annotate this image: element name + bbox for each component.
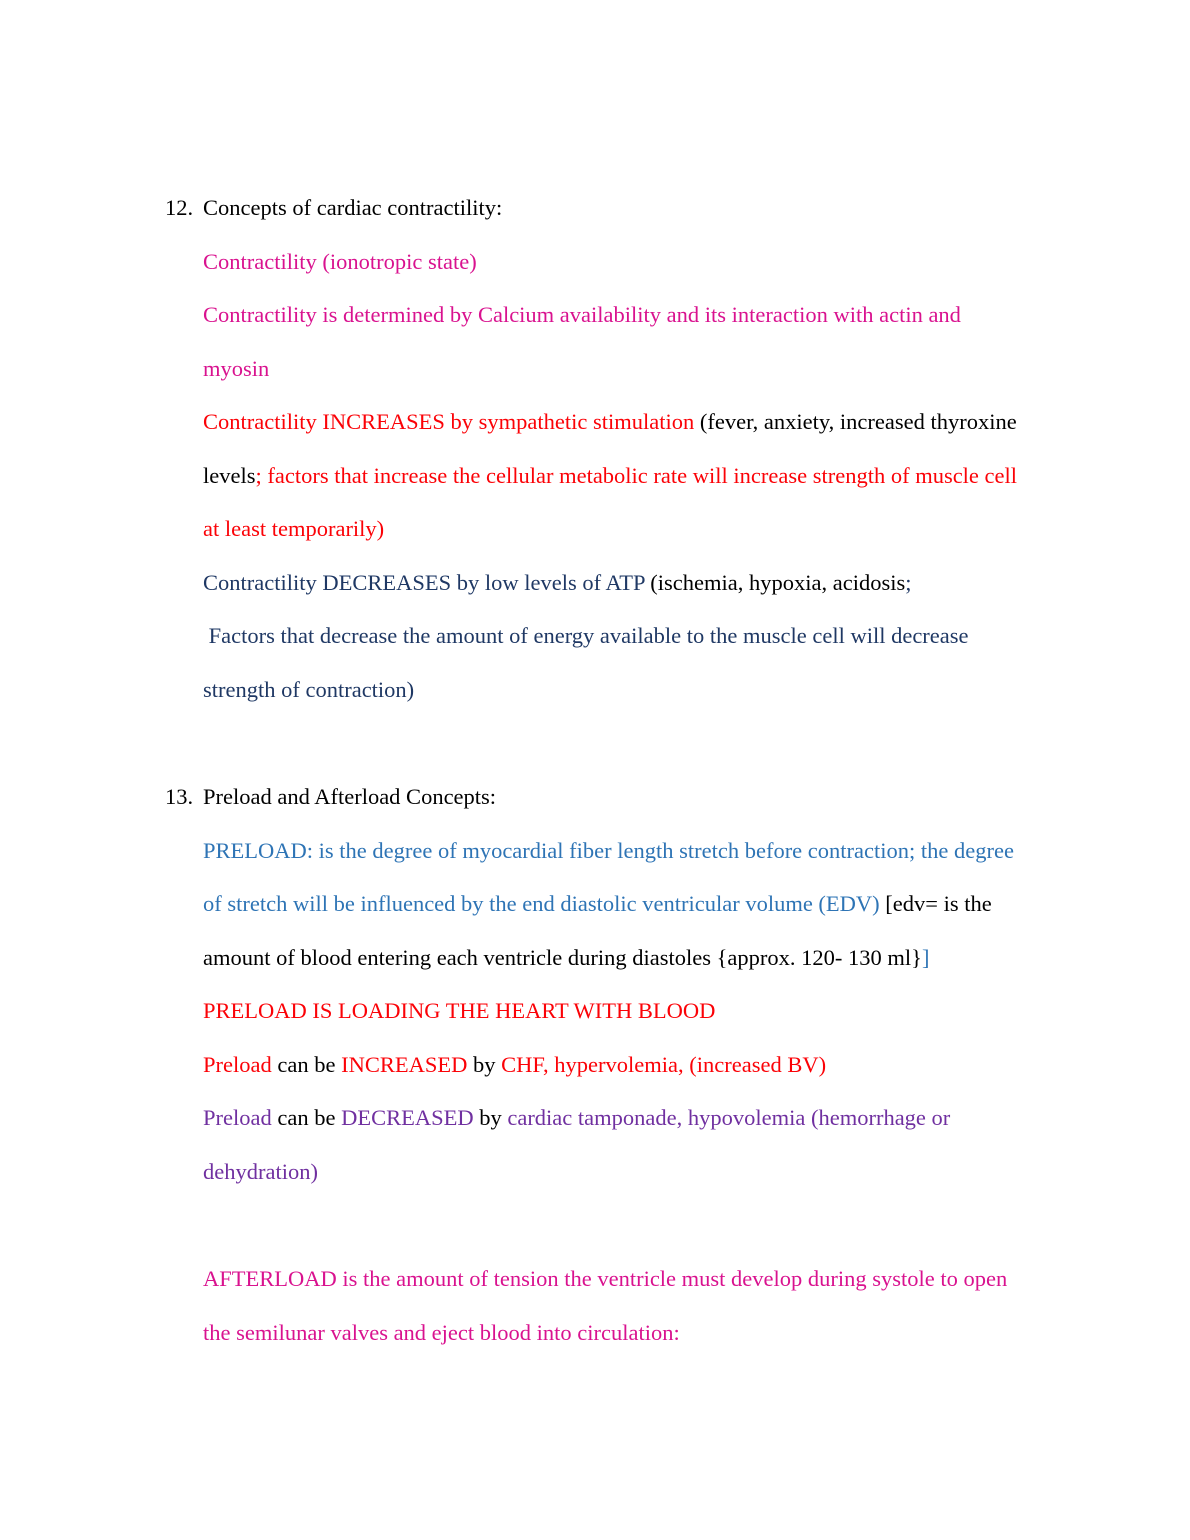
text-run: INCREASED: [341, 1051, 468, 1077]
list-number: 13.: [165, 784, 194, 809]
text-run: at least temporarily): [203, 516, 385, 541]
text-run: amount of blood entering each ventricle during diastoles {approx. 120- 130 ml}: [203, 944, 922, 970]
text-line: [165, 181, 1060, 235]
text-line: [203, 1252, 1060, 1306]
text-run: Preload and Afterload Concepts:: [203, 784, 497, 809]
text-run: PRELOAD IS LOADING THE HEART WITH BLOOD: [203, 998, 716, 1023]
text-run: by: [473, 1105, 508, 1130]
text-run: strength of contraction): [203, 676, 415, 702]
text-run: Preload: [203, 1105, 272, 1130]
text-line: [203, 931, 1060, 985]
text-line: [203, 502, 1060, 556]
text-run: can be: [271, 1105, 342, 1130]
text-line: [203, 288, 1060, 342]
text-line: [203, 235, 1060, 289]
text-run: [edv= is the: [885, 891, 992, 916]
text-run: PRELOAD: is the degree of myocardial fiber length stretch before contraction; the degree: [203, 837, 1014, 863]
text-line: [203, 984, 1060, 1038]
text-run: AFTERLOAD is the amount of tension the ventricle must develop during systole to open: [203, 1266, 1008, 1291]
text-run: levels: [203, 462, 256, 488]
text-line: [203, 342, 1060, 396]
text-run: Contractility (ionotropic state): [203, 248, 477, 274]
text-line: [203, 1038, 1060, 1092]
text-run: myosin: [203, 355, 270, 381]
text-run: Factors that decrease the amount of energy available to the muscle cell will decrease: [203, 623, 969, 648]
text-run: ]: [921, 944, 930, 970]
text-run: Concepts of cardiac contractility:: [203, 195, 503, 220]
text-run: (ischemia, hypoxia, acidosis: [650, 569, 906, 595]
text-run: CHF, hypervolemia, (increased BV): [501, 1051, 827, 1077]
text-run: cardiac tamponade, hypovolemia (hemorrhage or: [507, 1105, 951, 1130]
document-body: [165, 181, 1060, 1359]
text-line: [203, 1145, 1060, 1199]
text-line: [203, 1091, 1060, 1145]
text-run: DECREASED: [341, 1105, 474, 1130]
text-run: by: [467, 1051, 502, 1077]
text-line: [203, 556, 1060, 610]
text-line: [165, 770, 1060, 824]
text-run: Contractility is determined by Calcium availability and its interaction with actin and: [203, 302, 961, 327]
text-line: [203, 1306, 1060, 1360]
text-run: (fever, anxiety, increased thyroxine: [699, 409, 1017, 434]
text-run: can be: [271, 1051, 342, 1077]
text-line: [203, 663, 1060, 717]
text-run: Contractility INCREASES by sympathetic stimulation: [203, 409, 700, 434]
text-run: dehydration): [203, 1158, 318, 1184]
text-run: Preload: [203, 1051, 272, 1077]
text-line: [203, 609, 1060, 663]
text-line: [203, 877, 1060, 931]
text-run: ; factors that increase the cellular metabolic rate will increase strength of muscle cell: [255, 462, 1018, 488]
text-line: [203, 449, 1060, 503]
list-number: 12.: [165, 195, 194, 220]
text-line: [203, 395, 1060, 449]
text-run: of stretch will be influenced by the end diastolic ventricular volume (EDV): [203, 891, 886, 916]
text-line: [203, 824, 1060, 878]
text-run: Contractility DECREASES by low levels of ATP: [203, 569, 651, 595]
text-run: the semilunar valves and eject blood into circulation:: [203, 1319, 680, 1345]
text-run: ;: [905, 569, 912, 595]
